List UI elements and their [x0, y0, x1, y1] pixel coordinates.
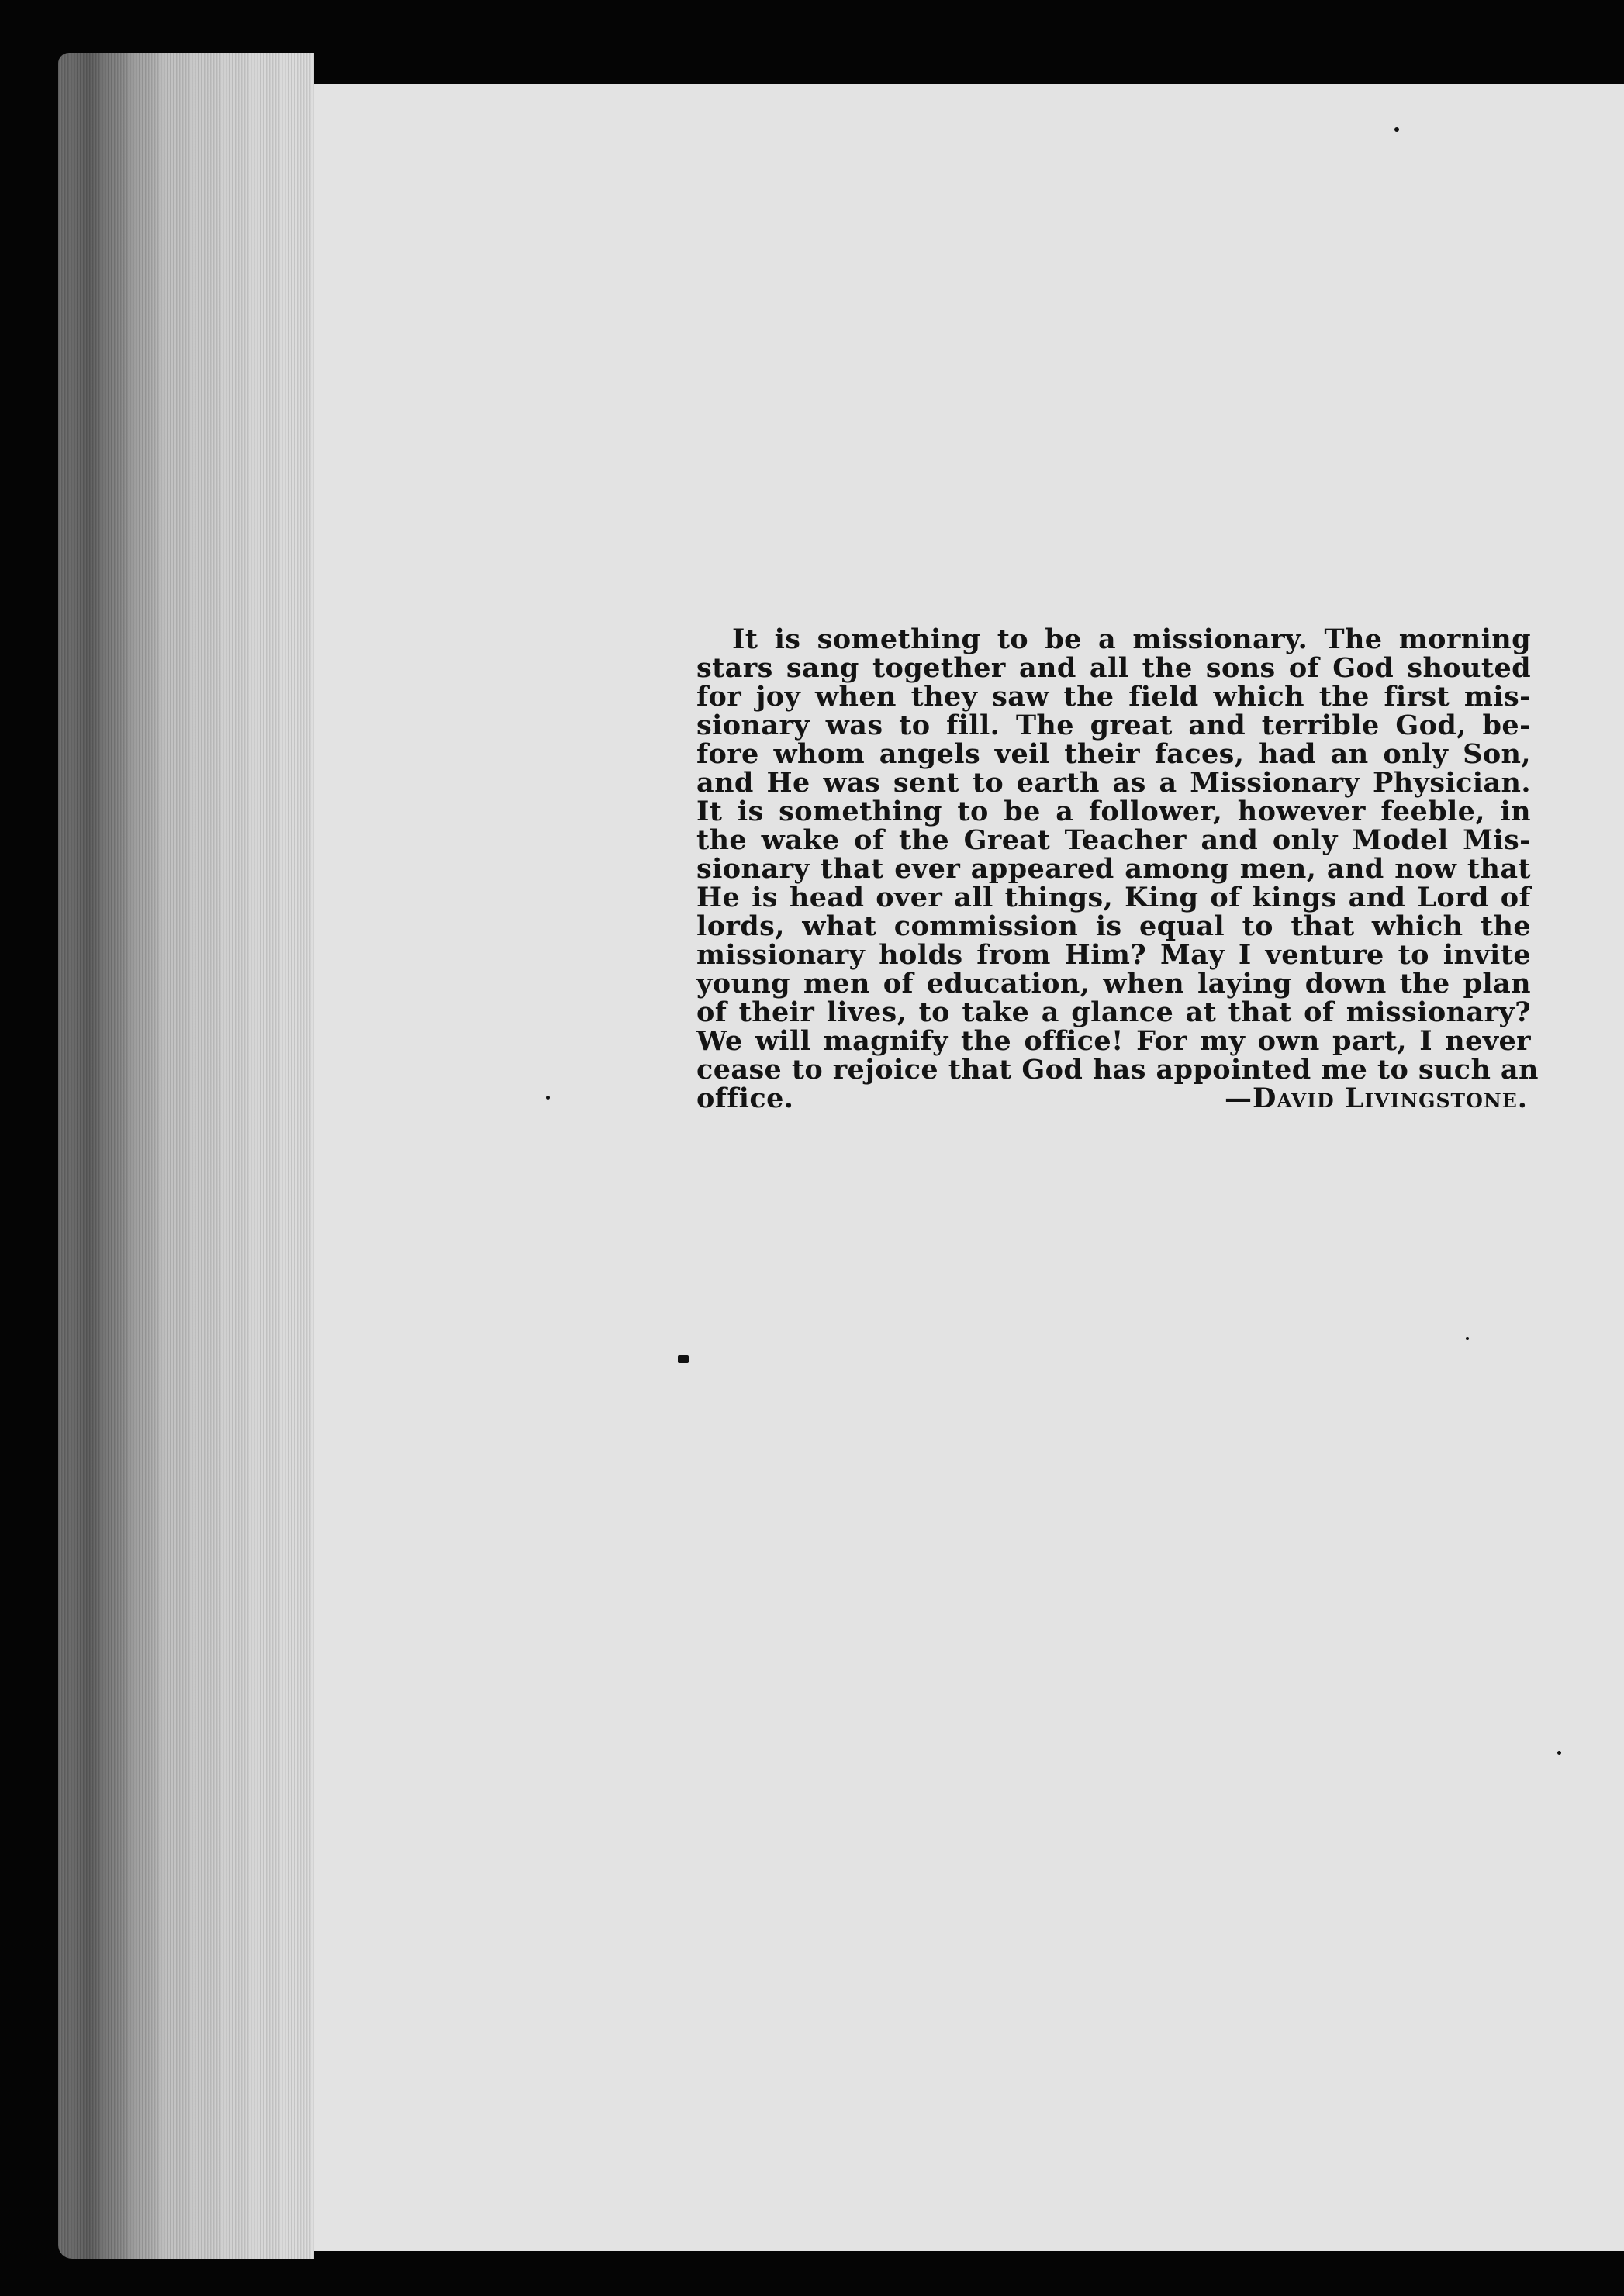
- quote-line: for joy when they saw the field which the first mis-: [696, 681, 1531, 713]
- quote-line: and He was sent to earth as a Missionary Physician.: [696, 767, 1531, 799]
- quote-line: young men of education, when laying down the plan: [696, 968, 1531, 1000]
- quote-line: We will magnify the office! For my own part, I never: [696, 1025, 1531, 1057]
- ink-speck: [1466, 1337, 1469, 1340]
- quote-line: cease to rejoice that God has appointed me to such an: [696, 1054, 1539, 1086]
- quote-line: It is something to be a missionary. The morning: [732, 623, 1531, 655]
- quote-line: lords, what commission is equal to that which the: [696, 910, 1531, 942]
- book-page: [314, 84, 1624, 2251]
- quote-line: missionary holds from Him? May I venture to invite: [696, 939, 1531, 971]
- quote-last-word: office.: [696, 1082, 794, 1114]
- page-edge-lines: [58, 53, 314, 2259]
- ink-speck: [1394, 127, 1399, 132]
- book-page-edges: [58, 53, 314, 2259]
- quote-line: the wake of the Great Teacher and only Model Mis-: [696, 824, 1531, 856]
- quote-line: He is head over all things, King of kings and Lord of: [696, 882, 1531, 913]
- quote-line: stars sang together and all the sons of God shouted: [696, 652, 1531, 684]
- quote-line: of their lives, to take a glance at that of missionary?: [696, 996, 1531, 1028]
- ink-speck: [546, 1096, 550, 1100]
- quote-line: sionary was to fill. The great and terrible God, be-: [696, 710, 1531, 741]
- quote-line: It is something to be a follower, however feeble, in: [696, 796, 1531, 827]
- quote-line: sionary that ever appeared among men, and now that: [696, 853, 1531, 885]
- quote-line: fore whom angels veil their faces, had an only Son,: [696, 738, 1531, 770]
- quote-paragraph: [696, 623, 1539, 1114]
- ink-speck: [1557, 1751, 1561, 1755]
- quote-attribution: —David Livingstone.: [1224, 1082, 1528, 1114]
- ink-speck: [678, 1355, 689, 1363]
- quote-last-line: [696, 1084, 1531, 1113]
